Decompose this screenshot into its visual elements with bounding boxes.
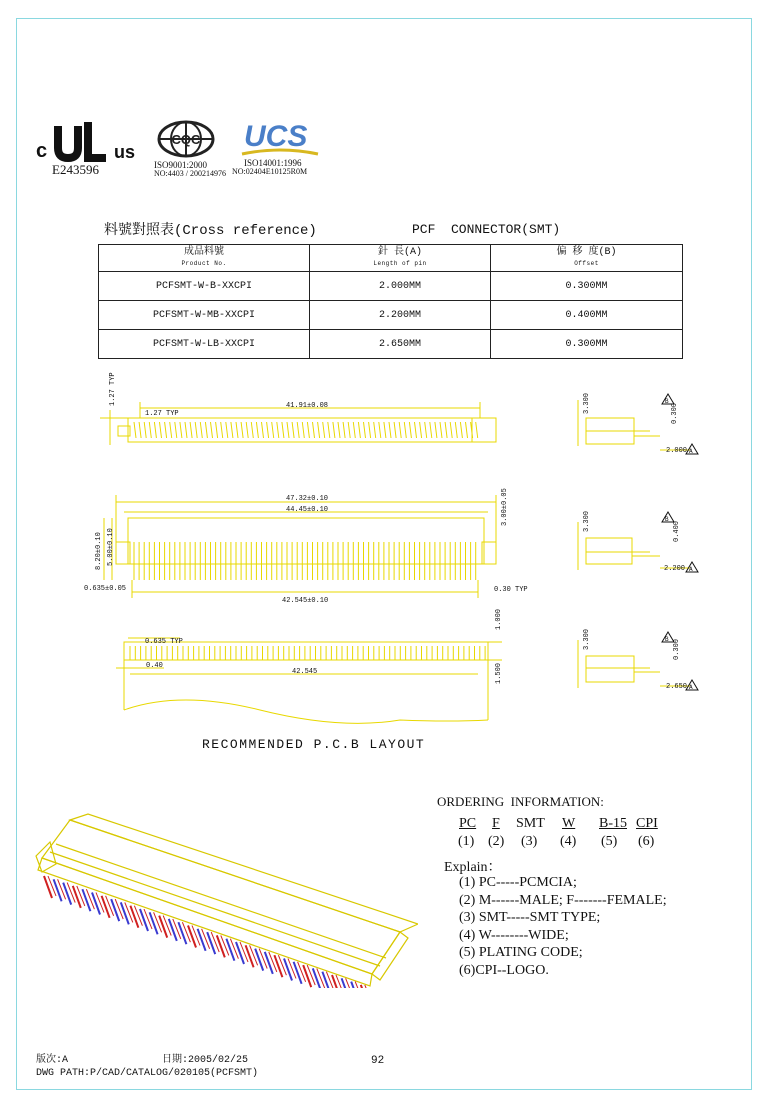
pin-mark <box>404 422 406 438</box>
pin-mark <box>267 422 269 438</box>
pin-mark <box>369 422 371 438</box>
pin-mark <box>323 422 325 438</box>
side3-dim-b: 0.300 <box>673 638 681 660</box>
pin-mark <box>205 422 207 438</box>
connector-pin <box>246 945 254 967</box>
pin-mark <box>165 422 167 438</box>
connector-pin <box>54 879 62 901</box>
marker-a-label: A <box>689 448 693 455</box>
pin-mark <box>149 422 151 438</box>
pin-mark <box>328 422 330 438</box>
pin-mark <box>455 422 457 438</box>
pin-mark <box>338 422 340 438</box>
pin-mark <box>348 422 350 438</box>
cqc-globe-icon <box>156 120 216 158</box>
pin-mark <box>200 422 202 438</box>
marker-a-label: A <box>689 684 693 691</box>
dim-030-typ: 0.30 TYP <box>494 586 528 594</box>
cell-length: 2.000MM <box>310 272 491 301</box>
num-1: (1) <box>458 834 475 849</box>
num-3: (3) <box>521 834 538 849</box>
dim-500: 5.00±0.10 <box>107 528 115 566</box>
cqc-iso-text: ISO9001:2000 <box>154 160 208 170</box>
num-2: (2) <box>488 834 505 849</box>
explain-item: (6)CPI--LOGO. <box>459 962 549 978</box>
footer-date: 日期:2005/02/25 <box>162 1055 249 1066</box>
cell-product: PCFSMT-W-B-XXCPI <box>99 272 310 301</box>
header-length <box>310 245 491 272</box>
pin-mark <box>394 422 396 438</box>
ul-logo <box>36 120 146 180</box>
marker-b-label: B <box>665 516 669 523</box>
cell-product: PCFSMT-W-LB-XXCPI <box>99 330 310 359</box>
pin-mark <box>333 422 335 438</box>
pin-mark <box>277 422 279 438</box>
explain-item: (1) PC-----PCMCIA; <box>459 875 577 890</box>
connector-pin <box>178 922 186 944</box>
dim-1000: 1.000 <box>495 608 503 630</box>
connector-pin <box>140 909 148 931</box>
connector-pin <box>313 968 321 988</box>
pin-mark <box>211 422 213 438</box>
code-b15: B-15 <box>599 816 627 831</box>
code-w: W <box>562 816 576 831</box>
header-cn: 針 長(A) <box>377 247 422 258</box>
connector-pin <box>188 926 196 948</box>
connector-pin <box>44 876 52 898</box>
connector-pin <box>284 959 292 981</box>
header-product-no <box>99 245 310 272</box>
dim-1500: 1.500 <box>495 662 503 684</box>
cross-reference-table <box>98 244 683 359</box>
pin-mark <box>175 422 177 438</box>
connector-pin <box>236 942 244 964</box>
ul-us-text: us <box>114 142 136 162</box>
header-offset <box>491 245 683 272</box>
pin-mark <box>302 422 304 438</box>
pin-mark <box>430 422 432 438</box>
header-cn: 成品料號 <box>184 247 224 258</box>
ucs-logo <box>232 120 332 180</box>
marker-b-label: B <box>665 636 669 643</box>
pin-mark <box>134 422 136 438</box>
connector-pin <box>303 965 311 987</box>
dim-127-typ-vertical: 1.27 TYP <box>109 372 117 406</box>
pin-mark <box>307 422 309 438</box>
connector-pin <box>63 883 71 905</box>
cell-offset: 0.300MM <box>491 272 683 301</box>
ucs-no-text: NO:02404E10125R0M <box>232 167 308 176</box>
pin-mark <box>379 422 381 438</box>
connector-pin <box>159 916 167 938</box>
connector-pin <box>130 906 138 928</box>
side1-dim-top: 3.300 <box>583 392 591 414</box>
connector-pin <box>265 952 273 974</box>
explain-title: Explain： <box>444 860 502 875</box>
connector-pin <box>255 949 263 971</box>
code-cpi: CPI <box>636 816 658 831</box>
code-pc: PC <box>459 816 477 831</box>
explain-list <box>459 874 667 979</box>
pin-mark <box>425 422 427 438</box>
cell-length: 2.200MM <box>310 301 491 330</box>
side2-dim-a: 2.200 <box>664 565 686 573</box>
pin-mark <box>154 422 156 438</box>
pin-mark <box>353 422 355 438</box>
side3-dim-top: 3.300 <box>583 628 591 650</box>
pin-mark <box>415 422 417 438</box>
connector-3d-illustration <box>26 812 418 988</box>
pin-mark <box>139 422 141 438</box>
connector-pin <box>226 939 234 961</box>
header-cn: 偏 移 度(B) <box>556 247 617 258</box>
dim-040: 0.40 <box>146 662 163 670</box>
pin-mark <box>246 422 248 438</box>
dim-0635-typ: 0.635 TYP <box>145 638 183 646</box>
header-en: Offset <box>574 260 599 267</box>
pin-mark <box>231 422 233 438</box>
pin-mark <box>318 422 320 438</box>
side3-dim-a: 2.650 <box>666 683 688 691</box>
connector-title: PCF CONNECTOR(SMT) <box>412 222 561 237</box>
table-row <box>99 330 683 359</box>
pin-mark <box>399 422 401 438</box>
pin-mark <box>343 422 345 438</box>
num-4: (4) <box>560 834 577 849</box>
svg-text:CQC: CQC <box>171 132 201 147</box>
explain-item: (3) SMT-----SMT TYPE; <box>459 910 601 925</box>
pin-mark <box>160 422 162 438</box>
footer-page-number: 92 <box>371 1055 385 1067</box>
pin-mark <box>460 422 462 438</box>
cell-length: 2.650MM <box>310 330 491 359</box>
pin-mark <box>195 422 197 438</box>
explain-item: (2) M------MALE; F-------FEMALE; <box>459 892 667 908</box>
dim-42545-tol: 42.545±0.10 <box>282 597 329 605</box>
dim-0635: 0.635±0.05 <box>84 585 127 593</box>
connector-pin <box>121 902 129 924</box>
cqc-no-text: NO:4403 / 200214976 <box>154 169 226 178</box>
connector-pin <box>274 955 282 977</box>
pin-mark <box>236 422 238 438</box>
pin-mark <box>180 422 182 438</box>
ul-mark-icon <box>50 122 110 164</box>
connector-pin <box>217 935 225 957</box>
pin-mark <box>297 422 299 438</box>
pin-mark <box>287 422 289 438</box>
footer-version: 版次:A <box>36 1055 69 1066</box>
connector-pin <box>207 932 215 954</box>
num-6: (6) <box>638 834 655 849</box>
ul-file-number: E243596 <box>52 162 99 177</box>
ucs-swoosh-icon <box>240 148 320 158</box>
pin-mark <box>221 422 223 438</box>
header-en: Product No. <box>181 260 227 267</box>
connector-drawing <box>0 370 784 760</box>
dim-4732: 47.32±0.10 <box>286 495 329 503</box>
cell-offset: 0.300MM <box>491 330 683 359</box>
cell-product: PCFSMT-W-MB-XXCPI <box>99 301 310 330</box>
pin-mark <box>358 422 360 438</box>
pin-mark <box>445 422 447 438</box>
pin-mark <box>409 422 411 438</box>
ucs-logo-text: UCS <box>244 120 308 153</box>
table-row <box>99 272 683 301</box>
pin-mark <box>262 422 264 438</box>
ul-c-text: c <box>36 140 48 162</box>
pin-mark <box>466 422 468 438</box>
pin-mark <box>384 422 386 438</box>
num-5: (5) <box>601 834 618 849</box>
dim-820: 8.20±0.10 <box>95 532 103 570</box>
pin-mark <box>389 422 391 438</box>
pin-mark <box>435 422 437 438</box>
pin-mark <box>185 422 187 438</box>
pin-mark <box>292 422 294 438</box>
connector-pin <box>82 889 90 911</box>
pcb-layout-view <box>116 638 502 723</box>
connector-pin <box>169 919 177 941</box>
marker-b-label: B <box>665 398 669 405</box>
marker-a-label: A <box>689 566 693 573</box>
pin-mark <box>420 422 422 438</box>
connector-pin <box>111 899 119 921</box>
connector-pin <box>102 896 110 918</box>
dim-4445: 44.45±0.10 <box>286 506 329 514</box>
cell-offset: 0.400MM <box>491 301 683 330</box>
connector-pin <box>150 912 158 934</box>
side1-dim-b: 0.300 <box>671 402 679 424</box>
dim-127-typ: 1.27 TYP <box>145 410 179 418</box>
pin-mark <box>251 422 253 438</box>
connector-pin <box>198 929 206 951</box>
table-header-row <box>99 245 683 272</box>
pin-mark <box>241 422 243 438</box>
dim-4191: 41.91±0.08 <box>286 402 329 410</box>
pin-mark <box>313 422 315 438</box>
side2-dim-b: 0.400 <box>673 520 681 542</box>
side1-dim-a: 2.000 <box>666 447 688 455</box>
pin-mark <box>272 422 274 438</box>
pin-mark <box>450 422 452 438</box>
ucs-iso-text: ISO14001:1996 <box>244 158 302 168</box>
ordering-codes <box>459 816 679 854</box>
explain-item: (4) W--------WIDE; <box>459 927 569 943</box>
side2-dim-top: 3.300 <box>583 510 591 532</box>
pin-mark <box>476 422 478 438</box>
footer-dwg-path: DWG PATH:P/CAD/CATALOG/020105(PCFSMT) <box>36 1068 259 1079</box>
cqc-logo <box>152 120 232 180</box>
header-en: Length of pin <box>373 260 427 267</box>
dim-300: 3.00±0.05 <box>501 488 509 526</box>
pin-mark <box>374 422 376 438</box>
pin-mark <box>364 422 366 438</box>
pin-mark <box>226 422 228 438</box>
explain-item: (5) PLATING CODE; <box>459 945 583 960</box>
table-row <box>99 301 683 330</box>
cross-reference-title: 料號對照表(Cross reference) <box>104 223 317 239</box>
connector-pin <box>294 962 302 984</box>
pin-mark <box>170 422 172 438</box>
code-f: F <box>492 816 500 831</box>
connector-pin <box>92 893 100 915</box>
code-smt: SMT <box>516 816 545 831</box>
connector-pin <box>73 886 81 908</box>
pcb-layout-label: RECOMMENDED P.C.B LAYOUT <box>202 737 426 752</box>
pin-mark <box>190 422 192 438</box>
dim-42545: 42.545 <box>292 668 318 676</box>
pin-mark <box>144 422 146 438</box>
pin-mark <box>440 422 442 438</box>
pin-mark <box>282 422 284 438</box>
pin-mark <box>256 422 258 438</box>
ordering-title: ORDERING INFORMATION: <box>437 794 604 809</box>
pin-mark <box>216 422 218 438</box>
